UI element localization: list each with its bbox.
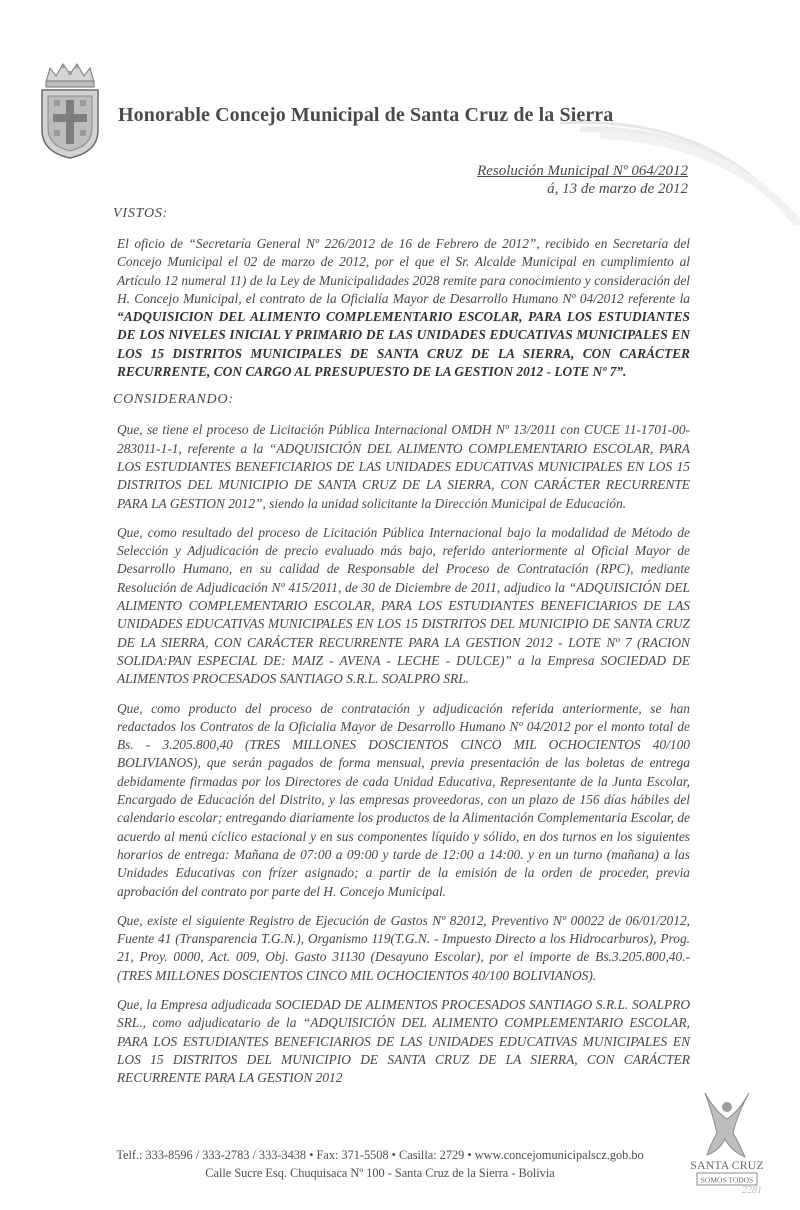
logo-name: SANTA CRUZ xyxy=(690,1158,764,1172)
considerando-paragraph-2: Que, como resultado del proceso de Licitación Pública Internacional bajo la modalidad de Método de Selección y Adjudicación de precio evaluado más bajo, referido anteriormente al Oficial Mayor de Desarrollo Humano, en su calidad de Responsable del Proceso de Contratación (RPC), mediante Resolución de Adjudicación Nº 415/2011, de 30 de Diciembre de 2011, adjudico la “ADQUISICIÓN DEL ALIMENTO COMPLEMENTARIO ESCOLAR, PARA LOS ESTUDIANTES BENEFICIARIOS DE LAS UNIDADES EDUCATIVAS MUNICIPALES EN LOS 15 DISTRITOS DEL MUNICIPIO DE SANTA CRUZ DE LA SIERRA, CON CARÁCTER RECURRENTE PARA LA GESTION 2012 - LOTE Nº 7 (RACION SOLIDA:PAN ESPECIAL DE: MAIZ - AVENA - LECHE - DULCE)” a la Empresa SOCIEDAD DE ALIMENTOS PROCESADOS SANTIAGO S.R.L. SOALPRO SRL. xyxy=(117,524,690,687)
vistos-bold-text: “ADQUISICION DEL ALIMENTO COMPLEMENTARIO ESCOLAR, PARA LOS ESTUDIANTES DE LOS NIVELES INICIAL Y PRIMARIO DE LAS UNIDADES EDUCATIVAS MUNICIPALES EN LOS 15 DISTRITOS MUNICIPALES DE SANTA CRUZ DE LA SIERRA, CON CARÁCTER RECURRENTE, CON CARGO AL PRESUPUESTO DE LA GESTION 2012 - LOTE Nº 7”. xyxy=(117,309,690,380)
document-body xyxy=(113,206,690,1098)
footer-contact: Telf.: 333-8596 / 333-2783 / 333-3438 • Fax: 371-5508 • Casilla: 2729 • www.concejomunicipalscz.gob.bo xyxy=(116,1148,644,1162)
organization-title: Honorable Concejo Municipal de Santa Cruz de la Sierra xyxy=(118,104,614,126)
considerando-paragraph-5: Que, la Empresa adjudicada SOCIEDAD DE ALIMENTOS PROCESADOS SANTIAGO S.R.L. SOALPRO SRL., como adjudicatario de la “ADQUISICIÓN DEL ALIMENTO COMPLEMENTARIO ESCOLAR, PARA LOS ESTUDIANTES BENEFICIARIOS DE LAS UNIDADES EDUCATIVAS MUNICIPALES EN LOS 15 DISTRITOS DEL MUNICIPIO DE SANTA CRUZ DE LA SIERRA, CON CARÁCTER RECURRENTE PARA LA GESTION 2012 xyxy=(117,996,690,1086)
logo-tagline: SOMOS TODOS xyxy=(700,1175,754,1185)
footer-address: Calle Sucre Esq. Chuquisaca Nº 100 - Santa Cruz de la Sierra - Bolivia xyxy=(205,1166,555,1180)
vistos-paragraph xyxy=(117,235,690,381)
resolution-block xyxy=(477,162,688,198)
vistos-heading: VISTOS: xyxy=(113,206,169,221)
resolution-number: Resolución Municipal Nº 064/2012 xyxy=(477,163,688,179)
coat-of-arms-icon xyxy=(36,60,104,160)
resolution-date: á, 13 de marzo de 2012 xyxy=(547,181,688,197)
vistos-text: El oficio de “Secretaría General Nº 226/2012 de 16 de Febrero de 2012”, recibido en Secretaría del Concejo Municipal el 02 de marzo de 2012, por el que el Sr. Alcalde Municipal en cumplimiento al Artículo 12 numeral 11) de la Ley de Municipalidades 2028 remite para conocimiento y consideración del H. Concejo Municipal, el contrato de la Oficialía Mayor de Desarrollo Humano Nº 04/2012 referente la xyxy=(117,236,690,306)
considerando-heading: CONSIDERANDO: xyxy=(113,392,234,408)
page-mark: 2281 xyxy=(742,1185,762,1196)
considerando-paragraph-1: Que, se tiene el proceso de Licitación Pública Internacional OMDH Nº 13/2011 con CUCE 11-1701-00-283011-1-1, referente a la “ADQUISICIÓN DEL ALIMENTO COMPLEMENTARIO ESCOLAR, PARA LOS ESTUDIANTES BENEFICIARIOS DE LAS UNIDADES EDUCATIVAS MUNICIPALES EN LOS 15 DISTRITOS DEL MUNICIPIO DE SANTA CRUZ DE LA SIERRA, CON CARÁCTER RECURRENTE PARA LA GESTION 2012”, siendo la unidad solicitante la Dirección Municipal de Educación. xyxy=(117,422,690,511)
considerando-paragraph-3: Que, como producto del proceso de contratación y adjudicación referida anteriormente, se han redactados los Contratos de la Oficialia Mayor de Desarrollo Humano Nº 04/2012 por el monto total de Bs. - 3.205.800,40 (TRES MILLONES DOSCIENTOS CINCO MIL OCHOCIENTOS 40/100 BOLIVIANOS), que serán pagados de forma mensual, previa presentación de las boletas de entrega debidamente firmadas por los Directores de cada Unidad Educativa, Representante de la Junta Escolar, Encargado de Educación del Distrito, y las empresas proveedoras, con un plazo de 156 días hábiles del calendario escolar; entregando diariamente los productos de la Alimentación Complementaria Escolar, de acuerdo al menú cíclico estacional y en sus componentes líquido y sólido, en dos turnos en los siguientes horarios de entrega: Mañana de 07:00 a 09:00 y tarde de 12:00 a 14:00. y en un turno (mañana) a las Unidades Educativas con frízer asignado; a partir de la emisión de la orden de proceder, previa aprobación del contrato por parte del H. Concejo Municipal. xyxy=(117,700,690,899)
considerando-paragraph-4: Que, existe el siguiente Registro de Ejecución de Gastos Nº 82012, Preventivo Nº 00022 de 06/01/2012, Fuente 41 (Transparencia T.G.N.), Organismo 119(T.G.N. - Impuesto Directo a los Hidrocarburos), Prog. 21, Proy. 0000, Act. 009, Obj. Gasto 31130 (Desayuno Escolar), por el importe de Bs.3.205.800,40.-(TRES MILLONES DOSCIENTOS CINCO MIL OCHOCIENTOS 40/100 BOLIVIANOS). xyxy=(117,912,690,983)
